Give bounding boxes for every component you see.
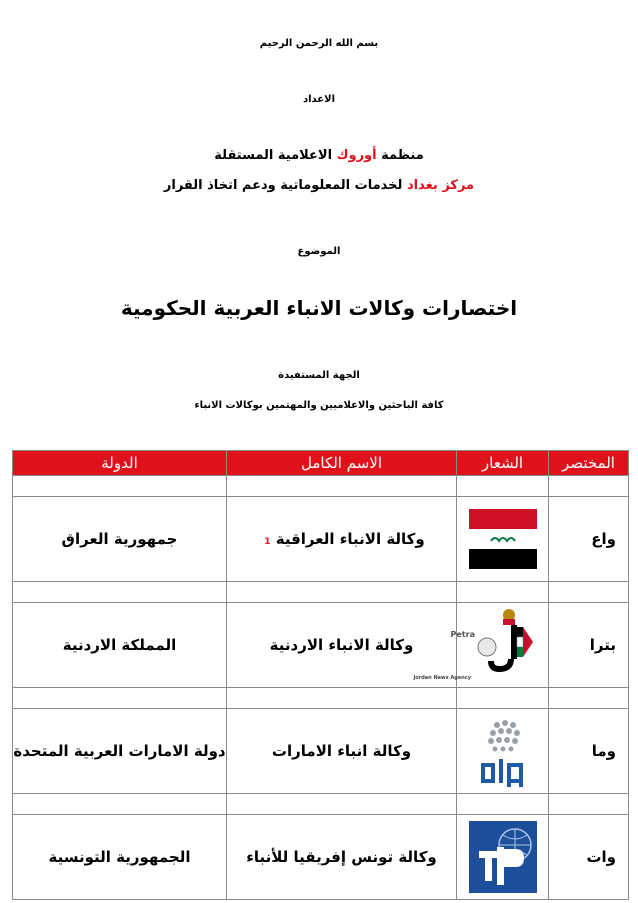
org-prefix: منظمة (381, 148, 424, 163)
logo-cell (457, 815, 549, 900)
table-row (13, 815, 629, 900)
table-row (13, 497, 629, 582)
name-cell (227, 709, 457, 794)
table-header-row (13, 451, 629, 476)
name-cell (227, 815, 457, 900)
tap-logo-icon (467, 819, 539, 895)
logo-cell (412, 603, 549, 688)
country-cell: المملكة الاردنية (13, 603, 227, 688)
org-suffix: الاعلامية المستقلة (214, 148, 333, 163)
name-cell (227, 497, 457, 582)
abbr-cell: بترا (549, 603, 629, 688)
agencies-table (12, 450, 629, 900)
table-spacer-row (13, 582, 629, 603)
table-row (13, 603, 629, 688)
agency-name: وكالة الانباء العراقية (275, 530, 425, 548)
header-abbr: المختصر (549, 451, 629, 476)
country-cell: جمهورية العراق (13, 497, 227, 582)
center-name: مركز بغداد (406, 178, 475, 193)
header-logo: الشعار (457, 451, 549, 476)
center-line (0, 178, 638, 193)
abbr-cell: وما (549, 709, 629, 794)
logo-cell (457, 497, 549, 582)
footnote-marker: 1 (264, 537, 271, 547)
organization-line (0, 148, 638, 163)
abbr-cell: واع (549, 497, 629, 582)
prepared-label: الاعداد (302, 94, 336, 105)
subject-label: الموضوع (297, 246, 341, 257)
center-suffix: لخدمات المعلوماتية ودعم اتخاذ القرار (163, 178, 403, 193)
header-name: الاسم الكامل (227, 451, 457, 476)
table-row (13, 709, 629, 794)
petra-logo-caption: Jordan News Agency (412, 675, 471, 681)
petra-logo-icon (412, 607, 539, 683)
country-cell: الجمهورية التونسية (13, 815, 227, 900)
iraq-flag-logo-icon (467, 501, 539, 577)
document-title: اختصارات وكالات الانباء العربية الحكومية (120, 296, 518, 320)
agency-name: وكالة انباء الامارات (271, 742, 412, 760)
table-spacer-row (13, 688, 629, 709)
table-spacer-row (13, 476, 629, 497)
country-cell: دولة الامارات العربية المتحدة (13, 709, 227, 794)
beneficiary-label: الجهة المستفيدة (278, 370, 360, 381)
petra-logo-wordmark: Petra (450, 630, 475, 639)
header-country: الدولة (13, 451, 227, 476)
wam-logo-icon (467, 713, 539, 789)
agency-name: وكالة تونس إفريقيا للأنباء (246, 848, 437, 866)
beneficiary-text: كافة الباحثين والاعلاميين والمهتمين بوكالات الانباء (194, 400, 444, 411)
basmala: بسم الله الرحمن الرحيم (259, 38, 379, 49)
table-spacer-row (13, 794, 629, 815)
abbr-cell: وات (549, 815, 629, 900)
logo-cell (457, 709, 549, 794)
agency-name: وكالة الانباء الاردنية (269, 636, 414, 654)
org-name: أوروك (336, 148, 377, 163)
